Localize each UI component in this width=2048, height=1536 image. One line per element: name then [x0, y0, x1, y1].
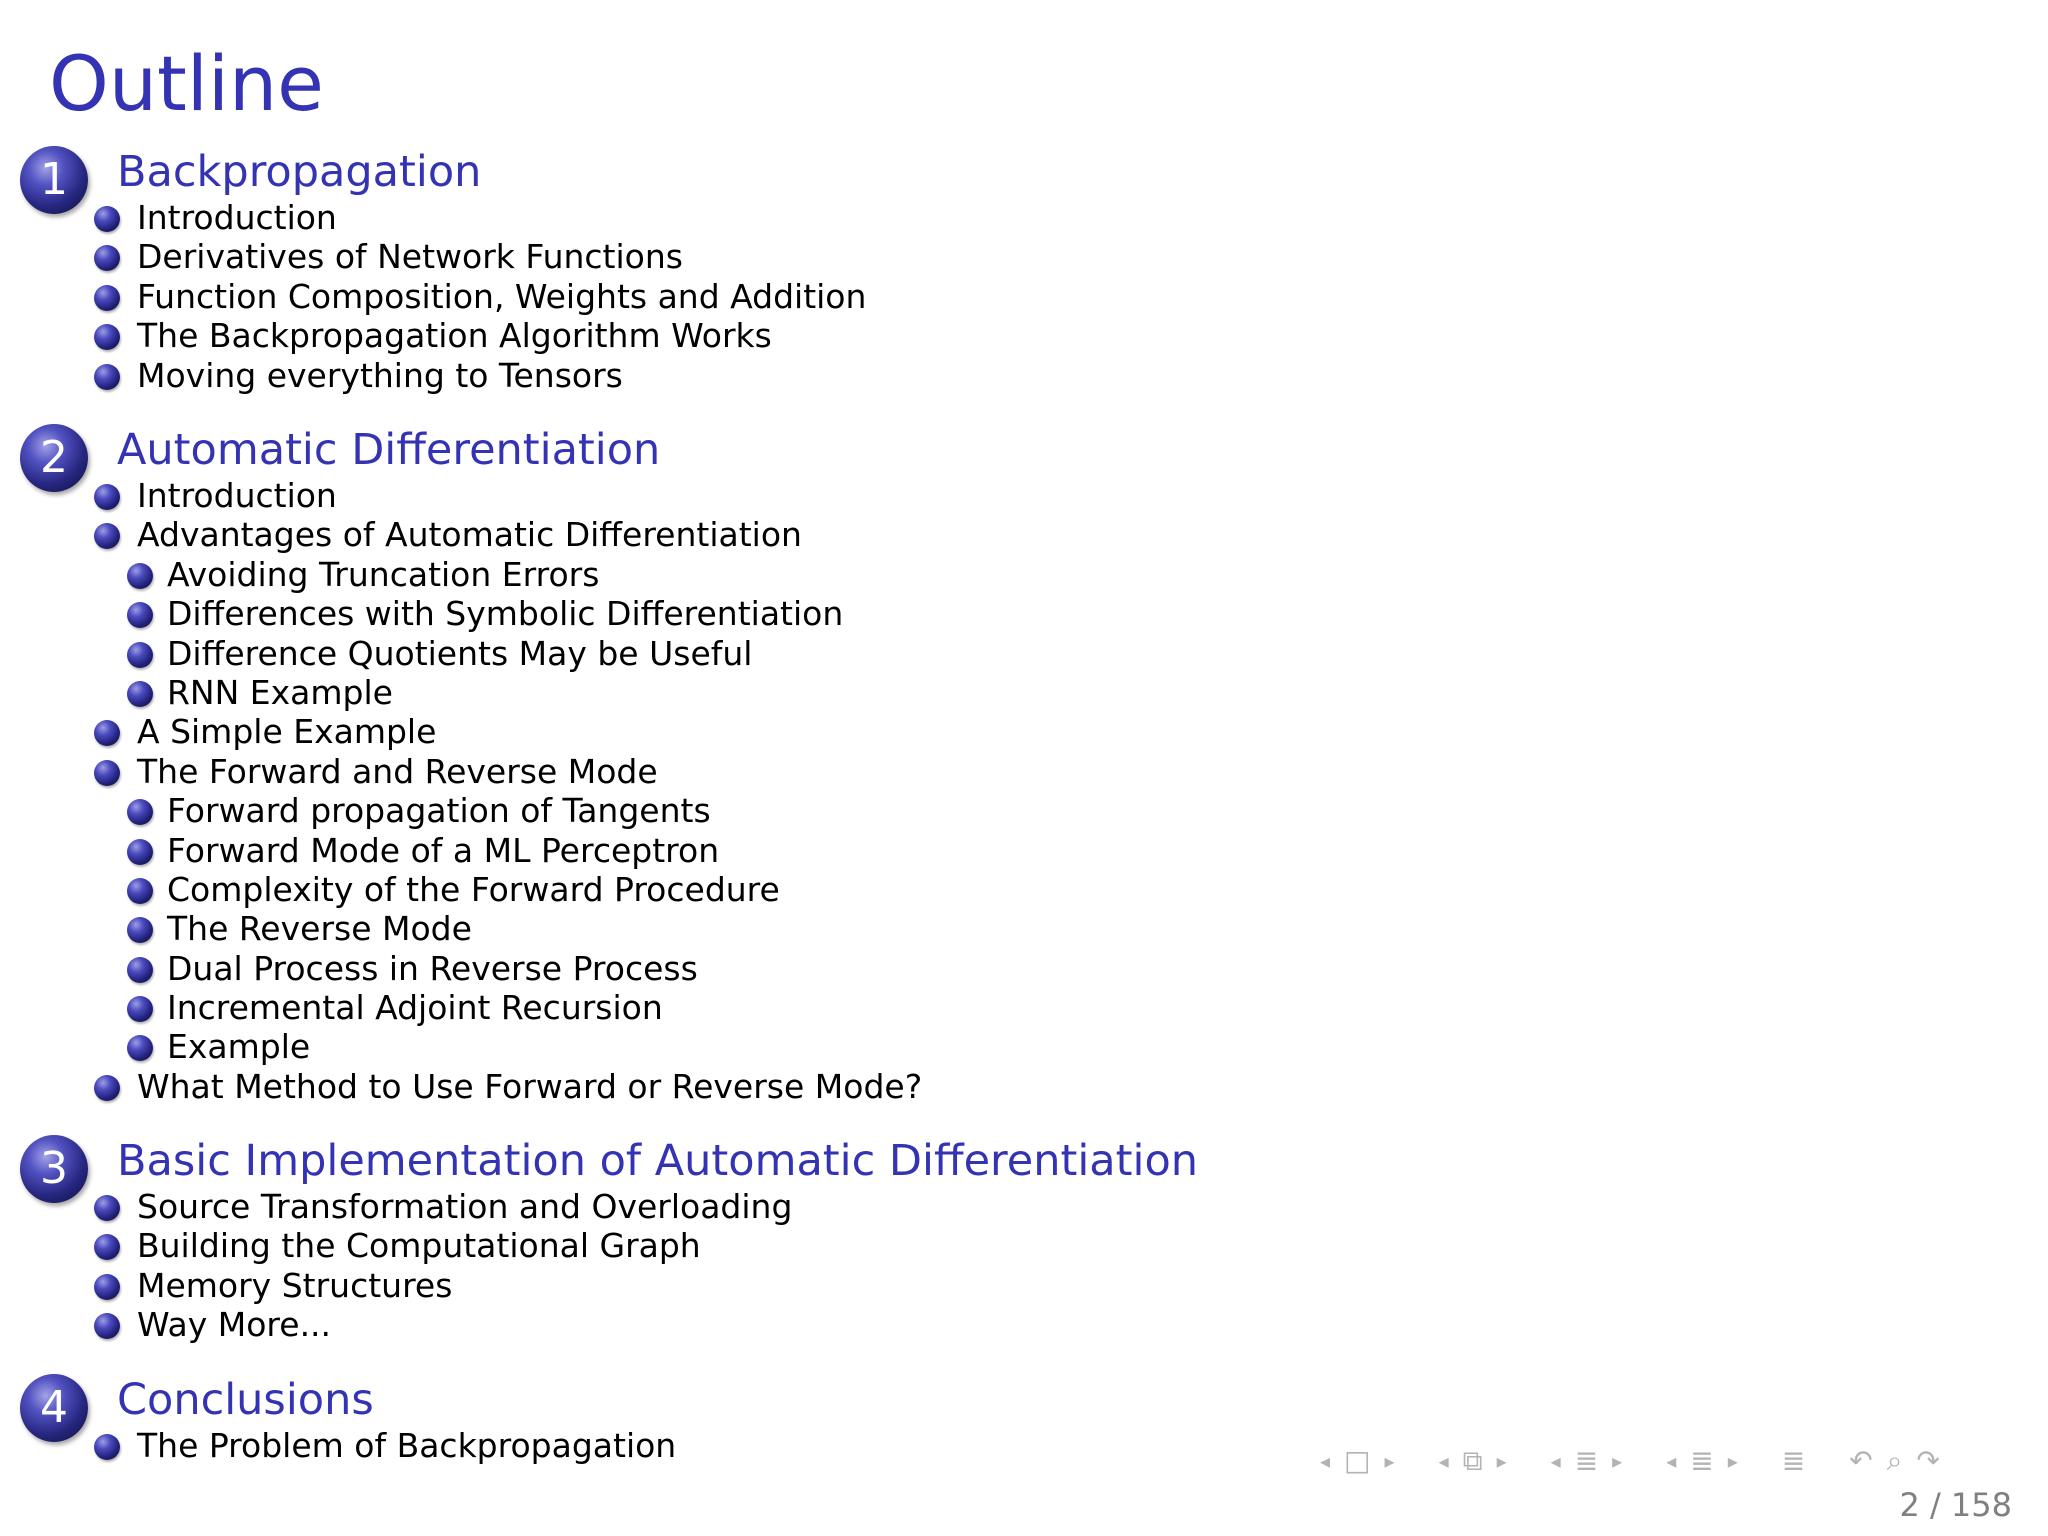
slide-title: Outline: [49, 39, 324, 128]
ball-bullet-icon: [94, 1234, 120, 1260]
ball-bullet-icon: [94, 1274, 120, 1300]
nav-subsection-icon[interactable]: ≣: [1574, 1444, 1599, 1477]
ball-bullet-icon: [127, 602, 153, 628]
ball-bullet-icon: [94, 1313, 120, 1339]
ball-bullet-icon: [94, 1075, 120, 1101]
ball-bullet-icon: [94, 523, 120, 549]
beamer-navigation-bar: [1320, 1444, 1954, 1478]
ball-bullet-icon: [127, 681, 153, 707]
item-label-link[interactable]: Way More...: [137, 1305, 332, 1345]
nav-frame-icon[interactable]: ⧉: [1462, 1444, 1483, 1477]
nav-search-icon[interactable]: ⌕: [1886, 1444, 1903, 1477]
section-title-link[interactable]: Conclusions: [117, 1375, 374, 1425]
item-label-link[interactable]: Difference Quotients May be Useful: [167, 633, 753, 673]
item-label-link[interactable]: Moving everything to Tensors: [137, 355, 623, 395]
ball-bullet-icon: [94, 1195, 120, 1221]
item-label-link[interactable]: Introduction: [137, 476, 337, 515]
ball-bullet-icon: [127, 563, 153, 589]
section-title-link[interactable]: Basic Implementation of Automatic Differentiation: [117, 1136, 1199, 1186]
item-label-link[interactable]: RNN Example: [167, 672, 393, 712]
item-label-link[interactable]: Source Transformation and Overloading: [137, 1187, 793, 1226]
ball-bullet-icon: [127, 996, 153, 1022]
ball-bullet-icon: [127, 957, 153, 983]
ball-bullet-icon: [94, 720, 120, 746]
nav-next-slide-icon[interactable]: ▸: [1384, 1449, 1395, 1473]
section-number-ball: 4: [20, 1374, 88, 1442]
item-label-link[interactable]: Building the Computational Graph: [137, 1226, 701, 1266]
item-label-link[interactable]: Derivatives of Network Functions: [137, 237, 683, 277]
item-label-link[interactable]: Complexity of the Forward Procedure: [167, 869, 780, 909]
nav-prev-subsection-icon[interactable]: ◂: [1550, 1449, 1561, 1473]
ball-bullet-icon: [94, 364, 120, 390]
nav-toc-icon[interactable]: ≣: [1781, 1444, 1806, 1477]
ball-bullet-icon: [94, 324, 120, 350]
nav-prev-frame-icon[interactable]: ◂: [1438, 1449, 1449, 1473]
nav-next-frame-icon[interactable]: ▸: [1496, 1449, 1507, 1473]
page-number: 2 / 158: [1899, 1486, 2012, 1524]
ball-bullet-icon: [127, 839, 153, 865]
ball-bullet-icon: [94, 484, 120, 510]
item-label-link[interactable]: Avoiding Truncation Errors: [167, 554, 600, 594]
ball-bullet-icon: [94, 1434, 120, 1460]
ball-bullet-icon: [127, 642, 153, 668]
ball-bullet-icon: [127, 878, 153, 904]
item-label-link[interactable]: What Method to Use Forward or Reverse Mode?: [137, 1066, 923, 1106]
nav-next-subsection-icon[interactable]: ▸: [1612, 1449, 1623, 1473]
ball-bullet-icon: [94, 760, 120, 786]
nav-prev-slide-icon[interactable]: ◂: [1320, 1449, 1331, 1473]
ball-bullet-icon: [94, 206, 120, 232]
item-label-link[interactable]: Introduction: [137, 198, 337, 237]
ball-bullet-icon: [127, 917, 153, 943]
nav-prev-section-icon[interactable]: ◂: [1666, 1449, 1677, 1473]
section-title-link[interactable]: Automatic Differentiation: [117, 425, 661, 475]
item-label-link[interactable]: Advantages of Automatic Differentiation: [137, 515, 802, 555]
ball-bullet-icon: [127, 1035, 153, 1061]
item-label-link[interactable]: The Reverse Mode: [167, 909, 472, 949]
item-label-link[interactable]: Incremental Adjoint Recursion: [167, 988, 663, 1028]
item-label-link[interactable]: The Problem of Backpropagation: [137, 1426, 677, 1465]
section-number-ball: 3: [20, 1135, 88, 1203]
item-label-link[interactable]: Differences with Symbolic Differentiation: [167, 594, 844, 634]
item-label-link[interactable]: A Simple Example: [137, 712, 437, 752]
ball-bullet-icon: [94, 245, 120, 271]
item-label-link[interactable]: Dual Process in Reverse Process: [167, 948, 698, 988]
nav-undo-icon[interactable]: ↶: [1849, 1444, 1873, 1477]
item-label-link[interactable]: The Backpropagation Algorithm Works: [137, 316, 772, 356]
section-number-ball: 2: [20, 424, 88, 492]
ball-bullet-icon: [94, 285, 120, 311]
nav-section-icon[interactable]: ≣: [1690, 1444, 1714, 1477]
section-number-ball: 1: [20, 146, 88, 214]
section-title-link[interactable]: Backpropagation: [117, 147, 482, 197]
nav-slide-icon[interactable]: □: [1344, 1444, 1371, 1477]
ball-bullet-icon: [127, 799, 153, 825]
item-label-link[interactable]: Function Composition, Weights and Addition: [137, 276, 867, 316]
item-label-link[interactable]: Forward Mode of a ML Perceptron: [167, 830, 720, 870]
item-label-link[interactable]: Example: [167, 1027, 311, 1067]
item-label-link[interactable]: Memory Structures: [137, 1265, 453, 1305]
nav-next-section-icon[interactable]: ▸: [1727, 1449, 1738, 1473]
item-label-link[interactable]: Forward propagation of Tangents: [167, 791, 711, 831]
nav-redo-icon[interactable]: ↷: [1916, 1444, 1940, 1477]
item-label-link[interactable]: The Forward and Reverse Mode: [137, 751, 658, 791]
